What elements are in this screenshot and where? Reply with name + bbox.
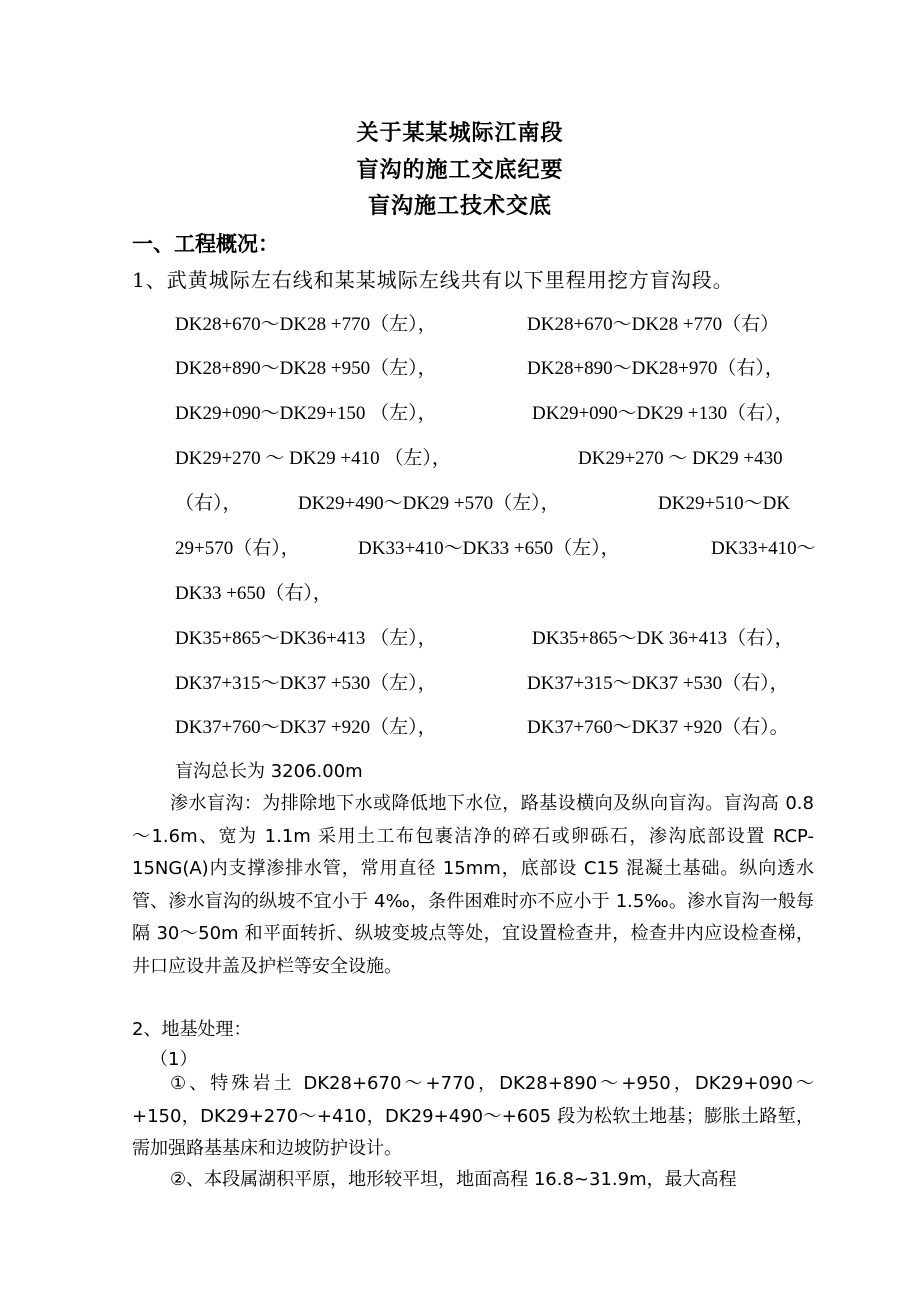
range-item: DK35+865～DK 36+413（右）， bbox=[532, 628, 794, 649]
section1-intro: 1、武黄城际左右线和某某城际左线共有以下里程用挖方盲沟段。 bbox=[132, 268, 734, 292]
range-item: （右）， bbox=[175, 493, 242, 514]
range-item: DK37+315～DK37 +530（右）， bbox=[527, 673, 789, 694]
range-item: DK29+490～DK29 +570（左）， bbox=[298, 493, 560, 514]
section1-heading: 一、工程概况： bbox=[132, 232, 279, 256]
doc-title-line1: 关于某某城际江南段 bbox=[356, 121, 564, 146]
range-item: DK28+890～DK28 +950（左）， bbox=[175, 358, 437, 379]
section2-item2: ②、本段属湖积平原，地形较平坦，地面高程 16.8~31.9m，最大高程 bbox=[170, 1169, 737, 1190]
range-item: DK33+410～ bbox=[711, 538, 816, 559]
total-length: 盲沟总长为 3206.00m bbox=[175, 761, 363, 782]
range-item: DK35+865～DK36+413 （左）， bbox=[175, 628, 437, 649]
range-item: DK29+090～DK29+150 （左）， bbox=[175, 403, 437, 424]
section2-heading: 2、地基处理： bbox=[132, 1019, 252, 1040]
range-item: DK29+270 ～ DK29 +430 bbox=[578, 448, 783, 469]
range-item: DK33 +650（右）， bbox=[175, 583, 332, 604]
doc-title-line2: 盲沟的施工交底纪要 bbox=[356, 158, 564, 183]
range-item: DK29+270 ～ DK29 +410 （左）， bbox=[175, 448, 451, 469]
doc-title-line3: 盲沟施工技术交底 bbox=[367, 194, 552, 219]
range-item: DK37+315～DK37 +530（左）， bbox=[175, 673, 437, 694]
range-item: DK37+760～DK37 +920（左）， bbox=[175, 717, 437, 738]
range-item: DK37+760～DK37 +920（右）。 bbox=[527, 717, 789, 738]
range-item: DK29+090～DK29 +130（右）， bbox=[532, 403, 794, 424]
section2-sub: （1） bbox=[150, 1049, 198, 1070]
range-item: DK29+510～DK bbox=[658, 493, 791, 514]
range-item: DK33+410～DK33 +650（左）， bbox=[358, 538, 620, 559]
range-item: DK28+890～DK28+970（右）， bbox=[527, 358, 784, 379]
range-item: 29+570（右）， bbox=[175, 538, 300, 559]
section2-item1: ①、特殊岩土 DK28+670～+770，DK28+890～+950，DK29+090～+150，DK29+270～+410，DK29+490～+605 段为松软土地基；膨胀土路堑，需加强路基基床和边坡防护设计。 bbox=[132, 1073, 814, 1159]
seepage-paragraph: 渗水盲沟：为排除地下水或降低地下水位，路基设横向及纵向盲沟。盲沟高 0.8～1.6m、宽为 1.1m 采用土工布包裹洁净的碎石或卵砾石，渗沟底部设置 RCP-15NG(A)内支撑渗排水管，常用直径 15mm，底部设 C15 混凝土基础。纵向透水管、渗水盲沟的纵坡不宜小于 4‰，条件困难时亦不应小于 1.5‰。渗水盲沟一般每隔 30～50m 和平面转折、纵坡变坡点等处，宜设置检查井，检查井内应设检查梯，井口应设井盖及护栏等安全设施。 bbox=[132, 793, 814, 977]
range-item: DK28+670～DK28 +770（左）， bbox=[175, 314, 437, 335]
range-item: DK28+670～DK28 +770（右） bbox=[527, 314, 780, 335]
